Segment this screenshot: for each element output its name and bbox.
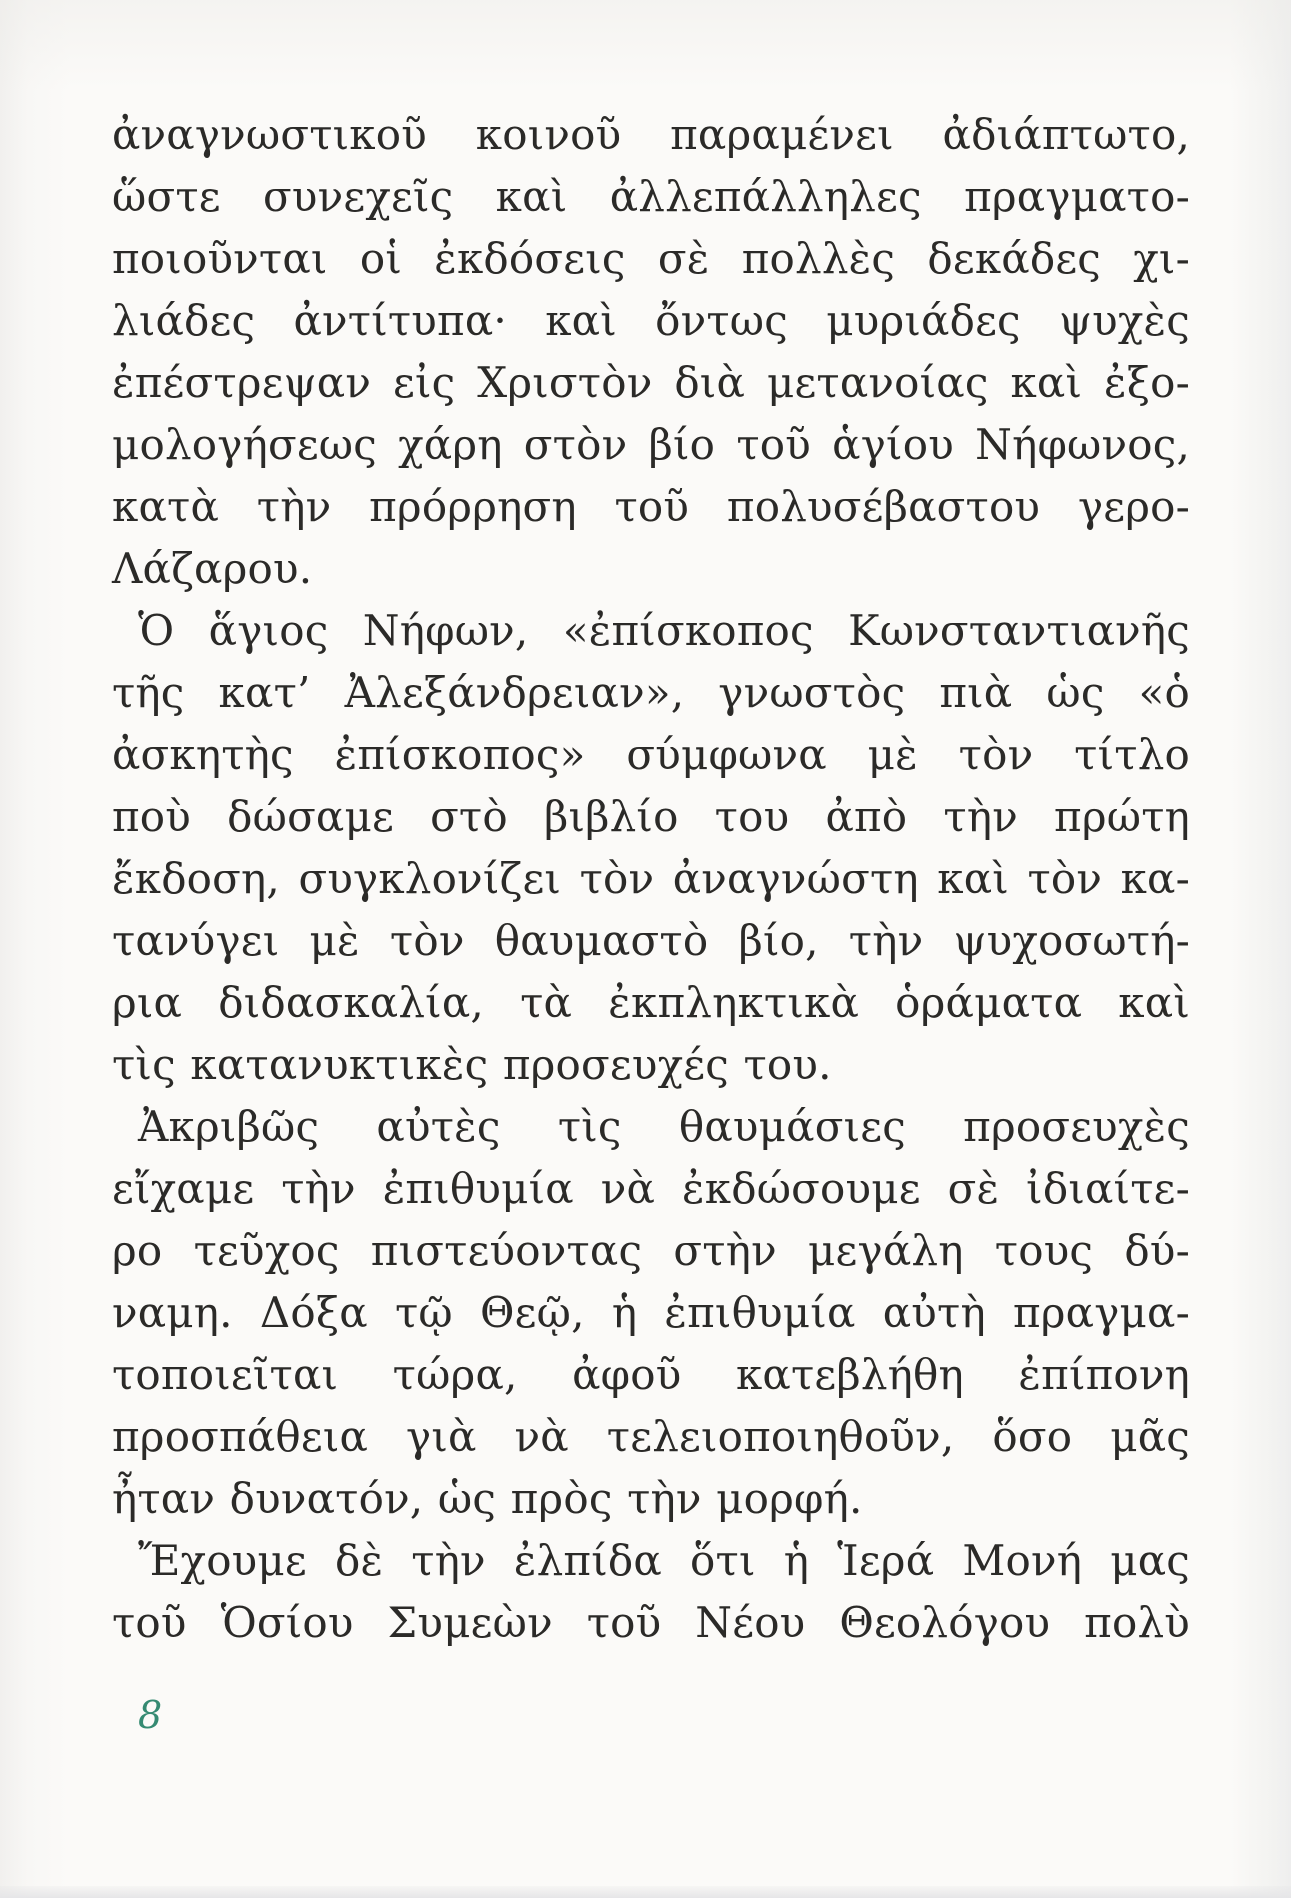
text-line: τανύγει μὲ τὸν θαυμαστὸ βίο, τὴν ψυχοσωτή-: [112, 916, 1190, 965]
text-line: τοποιεῖται τώρα, ἀφοῦ κατεβλήθη ἐπίπονη: [112, 1350, 1190, 1399]
text-line: ποὺ δώσαμε στὸ βιβλίο του ἀπὸ τὴν πρώτη: [112, 792, 1190, 841]
text-line: Ἀκριβῶς αὐτὲς τὶς θαυμάσιες προσευχὲς: [138, 1102, 1190, 1151]
text-line: τῆς κατ’ Ἀλεξάνδρειαν», γνωστὸς πιὰ ὡς «ὁ: [112, 668, 1190, 717]
text-line: τοῦ Ὁσίου Συμεὼν τοῦ Νέου Θεολόγου πολὺ: [112, 1598, 1190, 1647]
text-line: ἐπέστρεψαν εἰς Χριστὸν διὰ μετανοίας καὶ ἐξο-: [112, 358, 1190, 407]
text-line: ἔκδοση, συγκλονίζει τὸν ἀναγνώστη καὶ τὸν κα-: [112, 854, 1190, 903]
text-line: Λάζαρου.: [112, 544, 313, 593]
scan-edge-shadow: [0, 1886, 1291, 1898]
text-line: κατὰ τὴν πρόρρηση τοῦ πολυσέβαστου γερο-: [112, 482, 1190, 531]
page-text: [112, 104, 1190, 1654]
text-line: Ὁ ἅγιος Νήφων, «ἐπίσκοπος Κωνσταντιανῆς: [138, 606, 1190, 655]
text-line: εἴχαμε τὴν ἐπιθυμία νὰ ἐκδώσουμε σὲ ἰδιαίτε-: [112, 1164, 1190, 1213]
text-line: ναμη. Δόξα τῷ Θεῷ, ἡ ἐπιθυμία αὐτὴ πραγμα-: [112, 1288, 1190, 1337]
page-number: 8: [138, 1693, 163, 1737]
text-line: ἀναγνωστικοῦ κοινοῦ παραμένει ἀδιάπτωτο,: [112, 110, 1190, 159]
text-line: Ἔχουμε δὲ τὴν ἐλπίδα ὅτι ἡ Ἱερά Μονή μας: [138, 1536, 1190, 1585]
text-line: ὥστε συνεχεῖς καὶ ἀλλεπάλληλες πραγματο-: [112, 172, 1190, 221]
text-line: λιάδες ἀντίτυπα· καὶ ὄντως μυριάδες ψυχὲς: [112, 296, 1190, 345]
text-line: ρο τεῦχος πιστεύοντας στὴν μεγάλη τους δύ-: [112, 1226, 1190, 1275]
scan-sheen: [0, 0, 1291, 90]
text-line: ρια διδασκαλία, τὰ ἐκπληκτικὰ ὁράματα καὶ: [112, 978, 1190, 1027]
text-line: ἦταν δυνατόν, ὡς πρὸς τὴν μορφή.: [112, 1474, 863, 1523]
text-line: ἀσκητὴς ἐπίσκοπος» σύμφωνα μὲ τὸν τίτλο: [112, 730, 1190, 779]
text-line: προσπάθεια γιὰ νὰ τελειοποιηθοῦν, ὅσο μᾶς: [112, 1412, 1190, 1461]
text-line: ποιοῦνται οἱ ἐκδόσεις σὲ πολλὲς δεκάδες χι-: [112, 234, 1190, 283]
text-line: τὶς κατανυκτικὲς προσευχές του.: [112, 1040, 832, 1089]
text-line: μολογήσεως χάρη στὸν βίο τοῦ ἁγίου Νήφωνος,: [112, 420, 1190, 469]
